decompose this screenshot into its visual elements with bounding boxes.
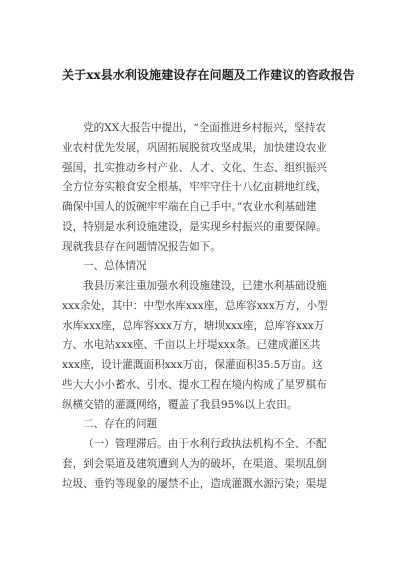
paragraph-line: 确保中国人的饭碗牢牢端在自己手中。”农业水利基础建 <box>62 201 317 213</box>
paragraph-line: 党的XX大报告中提出，“全面推进乡村振兴，坚持农 <box>83 122 326 134</box>
paragraph-line: （一）管理滞后。由于水利行政执法机构不全、不配 <box>83 438 327 450</box>
paragraph-line: 业农村优先发展，巩固拓展脱贫攻坚成果，加快建设农业 <box>62 141 327 154</box>
document-body <box>62 119 352 494</box>
paragraph-line: 纵横交错的灌溉网络，覆盖了我县95%以上农田。 <box>62 398 298 411</box>
paragraph-line: 现就我县存在问题情况报告如下。 <box>62 240 221 253</box>
paragraph-line: 垃圾、垂钓等现象的屡禁不止，造成灌溉水源污染；渠堤 <box>62 477 327 490</box>
paragraph-line: 强国，扎实推动乡村产业、人才、文化、生态、组织振兴 <box>62 161 327 174</box>
paragraph-line: 水库xxx座，总库容xxx万方，塘坝xxx座，总库容xxx万 <box>62 319 325 332</box>
paragraph-line: xxx余处，其中：中型水库xxx座，总库容xxx万方，小型 <box>62 299 328 312</box>
section-heading: 二、存在的问题 <box>83 418 158 431</box>
document-title: 关于xx县水利设施建设存在问题及工作建议的咨政报告 <box>62 68 355 82</box>
section-heading: 一、总体情况 <box>83 260 147 273</box>
paragraph-line: 套，到会渠道及建筑遭到人为的破坏，在渠道、渠坝乱倒 <box>62 457 327 470</box>
paragraph-line: 设，特别是水利设施建设，是实现乡村振兴的重要保障。 <box>62 220 327 233</box>
paragraph-line: 全方位夯实粮食安全根基，牢牢守住十八亿亩耕地红线， <box>62 181 327 194</box>
paragraph-line: 些大大小小蓄水、引水、提水工程在境内构成了星罗棋布 <box>62 378 327 391</box>
paragraph-line: xxx座，设计灌溉面积xxx万亩，保灌面积35.5万亩。这 <box>62 359 323 371</box>
paragraph-line: 方、水电站xxx座、千亩以上圩堤xxx条。已建成灌区共 <box>62 339 321 352</box>
paragraph-line: 我县历来注重加强水利设施建设，已建水利基础设施 <box>83 280 327 292</box>
